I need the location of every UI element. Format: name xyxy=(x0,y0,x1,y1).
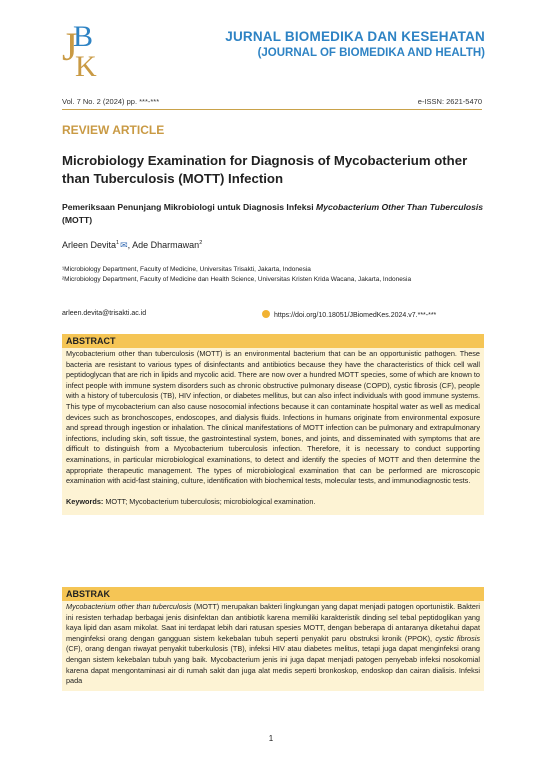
abstrak-italic-term: Mycobacterium other than tuberculosis xyxy=(66,602,192,611)
svg-text:K: K xyxy=(75,50,97,78)
keywords xyxy=(66,497,480,512)
journal-subtitle: (JOURNAL OF BIOMEDIKA AND HEALTH) xyxy=(257,47,485,59)
page-number: 1 xyxy=(268,734,274,743)
doi-link[interactable]: https://doi.org/10.18051/JBiomedKes.2024.v7.***-*** xyxy=(274,312,437,319)
keywords-list: MOTT; Mycobacterium tuberculosis; microbiological examination. xyxy=(103,496,316,506)
abstrak-italic-term-2: cystic fibrosis xyxy=(435,633,480,643)
doi-link-wrapper[interactable] xyxy=(262,310,436,319)
corresponding-mail-icon: ✉ xyxy=(120,240,128,250)
abstrak-text-2: (CF), orang dengan riwayat penyakit tuberkulosis (TB), infeksi HIV atau diabetes melitus, tetapi juga dapat menginfeksi orang dengan sistem kekebalan tubuh yang baik. Mycobacterium jenis ini juga dapat menjadi patogen penyebab infeksi nosokomial karena dapat mengontaminasi air di rumah sakit dan juga alat medis seperti bronkoskop, endoskop dan cairan dialisis. Infeksi pada xyxy=(66,644,480,686)
article-title: Microbiology Examination for Diagnosis of Mycobacterium other than Tuberculosis (MOTT) Infection xyxy=(62,153,468,186)
abstract-body xyxy=(62,348,484,515)
author-name: Arleen Devita xyxy=(62,240,117,250)
eissn: e-ISSN: 2621-5470 xyxy=(417,97,482,106)
volume-info: Vol. 7 No. 2 (2024) pp. ***-*** xyxy=(62,97,160,106)
abstract-text: Mycobacterium other than tuberculosis (MOTT) is an environmental bacterium that can be an opportunistic pathogen. These bacteria are resistant to various types of disinfectants and antibiotics because they have the characteristics of thick cell wall peptidoglycan that are rich in lipids and mycolic acid. There are now over a hundred MOTT species, some of which are known to infect people with immune system disorders such as chronic obstructive pulmonary disease (COPD), cystic fibrosis (CF), people with a history of tuberculosis (TB), HIV infection, or diabetes mellitus, but can also infect individuals with good immune systems. This type of mycobacterium can also cause nosocomial infections because it can contaminate hospital water as well as medical devices such as bronchoscopes, endoscopes, and dialysis fluids. Infections in humans originate from environmental exposure and spread through ingestion or inhalation. The clinical manifestations of MOTT infection can be pulmonary and extrapulmonary infections, including skin, soft tissue, the gastrointestinal system, bones, and joints, and disseminated with symptoms that are difficult to distinguish from a Mycobacterium tuberculosis infection. Therefore, it is necessary to conduct supporting examinations, in particular microbiological examinations, to detect and identify the species of MOTT and then determine the appropriate therapeutic management. The types of microbiological examination that can be performed are microscopic examination with acid-fast staining, culture, identification with biochemical tests, molecular tests, and immunodiagnostic tests. xyxy=(66,349,480,486)
journal-title: JURNAL BIOMEDIKA DAN KESEHATAN xyxy=(225,29,485,44)
affiliations xyxy=(62,265,482,284)
title-id-part1: Pemeriksaan Penunjang Mikrobiologi untuk Diagnosis Infeksi xyxy=(62,202,317,212)
abstrak-box xyxy=(62,587,484,691)
doi-icon xyxy=(262,310,270,318)
keywords-label: Keywords: xyxy=(66,496,104,506)
author-name: Ade Dharmawan xyxy=(132,240,200,250)
corresponding-email-link[interactable]: arleen.devita@trisakti.ac.id xyxy=(62,310,147,317)
contact-row xyxy=(62,310,484,322)
article-title-indonesian xyxy=(62,201,492,227)
affiliation-2: ²Microbiology Department, Faculty of Medicine dan Health Science, Universitas Kristen Krida Wacana, Jakarta, Indonesia xyxy=(62,275,412,283)
author-list xyxy=(62,240,202,251)
affiliation-1: ¹Microbiology Department, Faculty of Medicine, Universitas Trisakti, Jakarta, Indonesia xyxy=(62,266,311,273)
abstrak-heading: ABSTRAK xyxy=(62,587,484,601)
abstrak-text-1: (MOTT) merupakan bakteri lingkungan yang dapat menjadi patogen oportunistik. Bakteri ini resisten terhadap berbagai jenis disinfektan dan antibiotik karena memiliki karakteristik dinding sel tebal peptidoglikan yang kaya lipid dan asam mikolat. Saat ini terdapat lebih dari ratusan spesies MOTT, dengan beberapa di antaranya diketahui dapat menginfeksi orang dengan gangguan sistem kekebalan tubuh seperti penyakit paru obstruksi kronik (PPOK), xyxy=(66,602,480,643)
svg-text:B: B xyxy=(73,20,94,53)
abstrak-body xyxy=(62,601,484,691)
author-affiliation-mark: 1 xyxy=(116,240,120,246)
title-id-part2: (MOTT) xyxy=(62,215,93,225)
abstract-box xyxy=(62,334,484,515)
author-affiliation-mark: 2 xyxy=(199,240,203,246)
abstract-heading: ABSTRACT xyxy=(62,334,484,348)
journal-logo xyxy=(60,16,108,78)
svg-text:J: J xyxy=(62,24,78,69)
header-divider xyxy=(62,109,482,110)
title-id-italic: Mycobacterium Other Than Tuberculosis xyxy=(316,202,484,212)
article-type-label: REVIEW ARTICLE xyxy=(62,123,165,137)
author-separator: , xyxy=(127,240,133,250)
